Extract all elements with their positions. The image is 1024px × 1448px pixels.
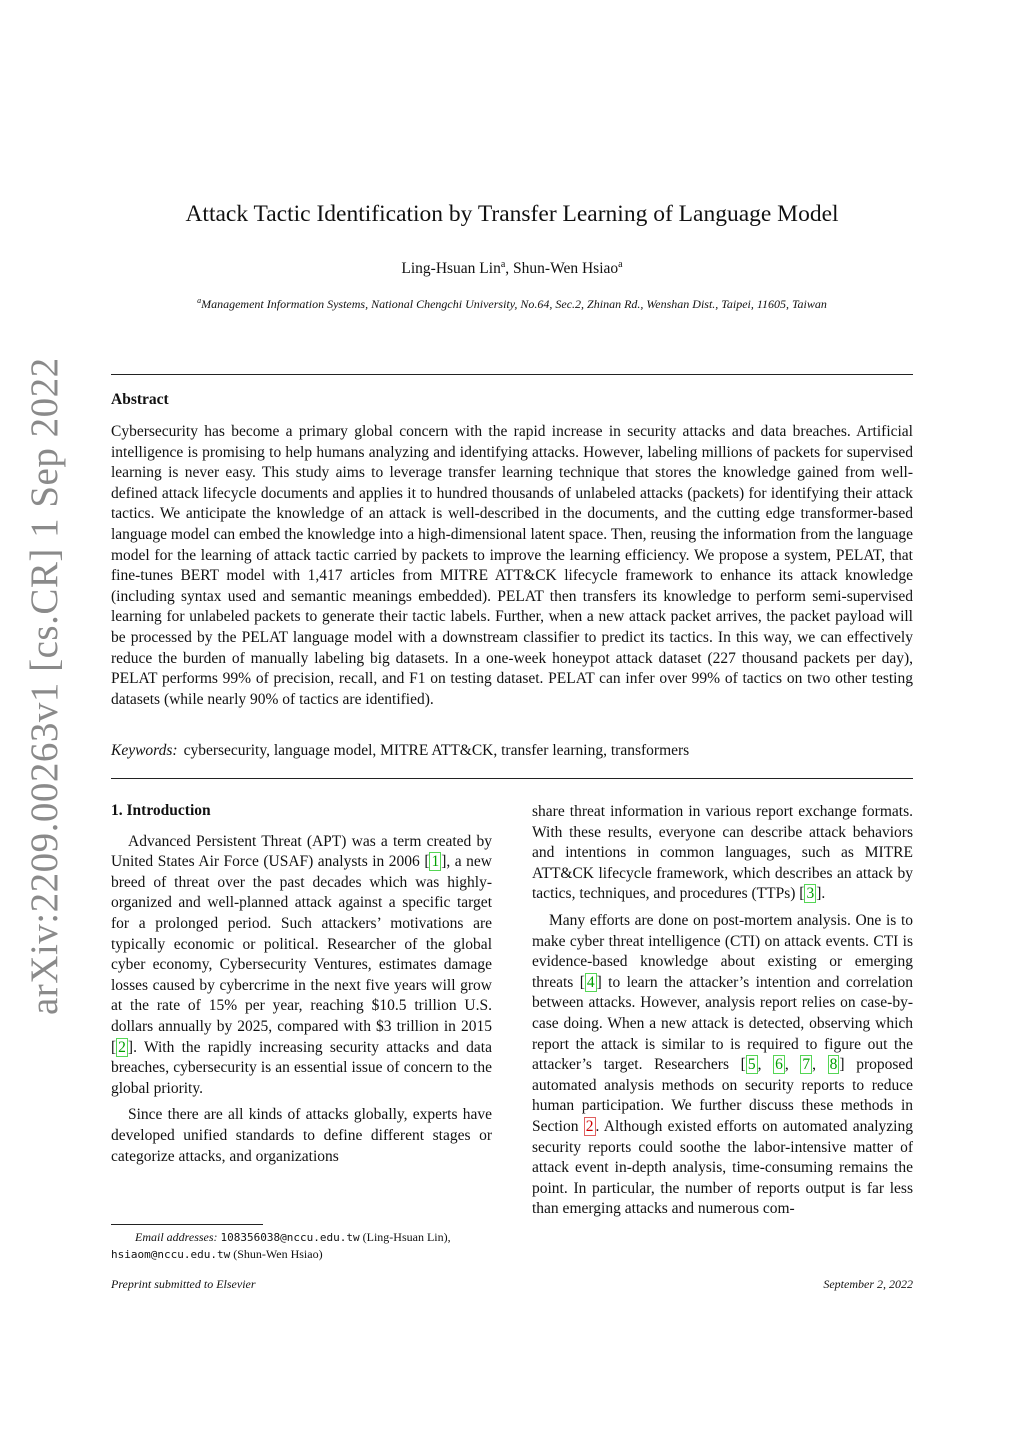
email-address[interactable]: hsiaom@nccu.edu.tw bbox=[111, 1248, 231, 1261]
section-reference-link[interactable]: 2 bbox=[585, 1117, 594, 1135]
footnote-rule bbox=[111, 1224, 263, 1225]
citation-link[interactable]: 1 bbox=[431, 853, 440, 871]
citation-link[interactable]: 5 bbox=[747, 1056, 756, 1074]
author-affil-mark: a bbox=[618, 258, 623, 270]
citation-link[interactable]: 2 bbox=[118, 1038, 126, 1056]
email-owner: (Shun-Wen Hsiao) bbox=[233, 1247, 323, 1261]
paragraph: Advanced Persistent Threat (APT) was a term created by United States Air Force (USAF) analysts in 2006 [ 1 ], a new breed of threat over the past decades which was highly-organized and well-planned attack against a specific target for a prolonged period. Such attackers’ motivations are typically economic or political. Researcher of the global cyber economy, Cybersecurity Ventures, estimates damage losses caused by cybercrime in the next five years will grow at the rate of 15% per year, reaching $10.5 trillion U.S. dollars annually by 2025, compared with $3 trillion in 2015 [ 2 ]. With the rapidly increasing security attacks and data breaches, cybersecurity is an essential issue of concern to the global priority. bbox=[111, 832, 492, 1097]
abstract-text: Cybersecurity has become a primary global concern with the rapid increase in security attacks and data breaches. Artificial intelligence is promising to help humans analyzing and identifying attacks. However, labeling millions of packets for supervised learning is never easy. This study aims to leverage transfer learning technique that stores the knowledge gained from well-defined attack lifecycle documents and applies it to hundred thousands of unlabeled attacks (packets) for identifying their attack tactics. We anticipate the knowledge of an attack is well-described in the documents, and the cutting edge transformer-based language model can embed the knowledge into a high-dimensional latent space. Then, reusing the information from the language model for the learning of attack tactic carried by packets to improve the learning efficiency. We propose a system, PELAT, that fine-tunes BERT model with 1,417 articles from MITRE ATT&CK lifecycle framework to enhance its attack knowledge (including syntax used and semantic meanings embedded). PELAT then transfers its knowledge to perform semi-supervised learning for unlabeled packets to generate their tactic labels. Further, when a new attack packet arrives, the packet payload will be processed by the PELAT language model with a downstream classifier to predict its tactics. In this way, we can effectively reduce the burden of manually labeling big datasets. In a one-week honeypot attack dataset (227 thousand packets per day), PELAT performs 99% of precision, recall, and F1 on testing dataset. PELAT can infer over 99% of tactics on two other testing datasets (while nearly 90% of tactics are identified). bbox=[111, 423, 913, 708]
footnote-label: Email addresses: bbox=[135, 1230, 218, 1244]
paper-title: Attack Tactic Identification by Transfer Learning of Language Model bbox=[185, 201, 839, 227]
email-owner: (Ling-Hsuan Lin), bbox=[362, 1230, 451, 1244]
footnote bbox=[111, 1229, 492, 1263]
author-name: Ling-Hsuan Lin bbox=[401, 260, 501, 277]
right-column bbox=[532, 802, 913, 1226]
left-column bbox=[111, 801, 492, 1173]
paragraph: share threat information in various report exchange formats. With these results, everyone can describe attack behaviors and intentions in common languages, such as MITRE ATT&CK lifecycle framework, which describes an attack by tactics, techniques, and procedures (TTPs) [ 3 ]. bbox=[532, 803, 913, 903]
abstract-bottom-rule bbox=[111, 778, 913, 779]
section-heading: 1. Introduction bbox=[111, 802, 211, 819]
footer-submission-note: Preprint submitted to Elsevier bbox=[111, 1277, 256, 1291]
paragraph: Since there are all kinds of attacks globally, experts have developed unified standards to define different stages or categorize attacks, and organizations bbox=[111, 1106, 492, 1165]
affiliation bbox=[111, 297, 913, 312]
affiliation-mark: a bbox=[197, 296, 202, 305]
citation-link[interactable]: 7 bbox=[802, 1056, 811, 1074]
author-list: Ling-Hsuan Lin$^a$, Shun-Wen Hsiao$^a$ bbox=[401, 258, 623, 277]
citation-link[interactable]: 6 bbox=[775, 1056, 783, 1074]
author-affil-mark: a bbox=[500, 258, 506, 270]
email-address[interactable]: 108356038@nccu.edu.tw bbox=[220, 1231, 360, 1244]
keywords-text: cybersecurity, language model, MITRE ATT&CK, transfer learning, transformers bbox=[183, 742, 690, 759]
footer-date: September 2, 2022 bbox=[823, 1277, 913, 1291]
arxiv-identifier: arXiv:2209.00263v1 [cs.CR] 1 Sep 2022 bbox=[23, 357, 66, 1015]
paragraph: Many efforts are done on post-mortem analysis. One is to make cyber threat intelligence (CTI) on attack events. CTI is evidence-based knowledge about existing or emerging threats [ 4 ] to learn the attacker’s intention and correlation between attacks. However, analysis report relies on case-by-case doing. When a new attack is detected, observing which report the attack is similar to is required to figure out the attacker’s target. Researchers [ 5 , 6 , 7 , 8 ] proposed automated analysis methods on security reports to reduce human participation. We further discuss these methods in Section 2 . Although existed efforts on automated analyzing security reports could soothe the labor-intensive matter of attack event in-depth analysis, time-consuming remains the point. In particular, the number of reports output is far less than emerging attacks and numerous com- bbox=[532, 911, 914, 1218]
citation-link[interactable]: 4 bbox=[586, 973, 595, 991]
affiliation-text: Management Information Systems, National Chengchi University, No.64, Sec.2, Zhinan Rd., Wenshan Dist., Taipei, 11605, Taiwan bbox=[201, 297, 827, 311]
keywords bbox=[111, 742, 913, 760]
citation-link[interactable]: 8 bbox=[829, 1056, 838, 1074]
keywords-label: Keywords: bbox=[111, 742, 178, 759]
author-name: Shun-Wen Hsiao bbox=[513, 260, 619, 277]
abstract-top-rule bbox=[111, 374, 913, 375]
abstract-heading: Abstract bbox=[111, 391, 169, 408]
citation-link[interactable]: 3 bbox=[806, 885, 815, 903]
